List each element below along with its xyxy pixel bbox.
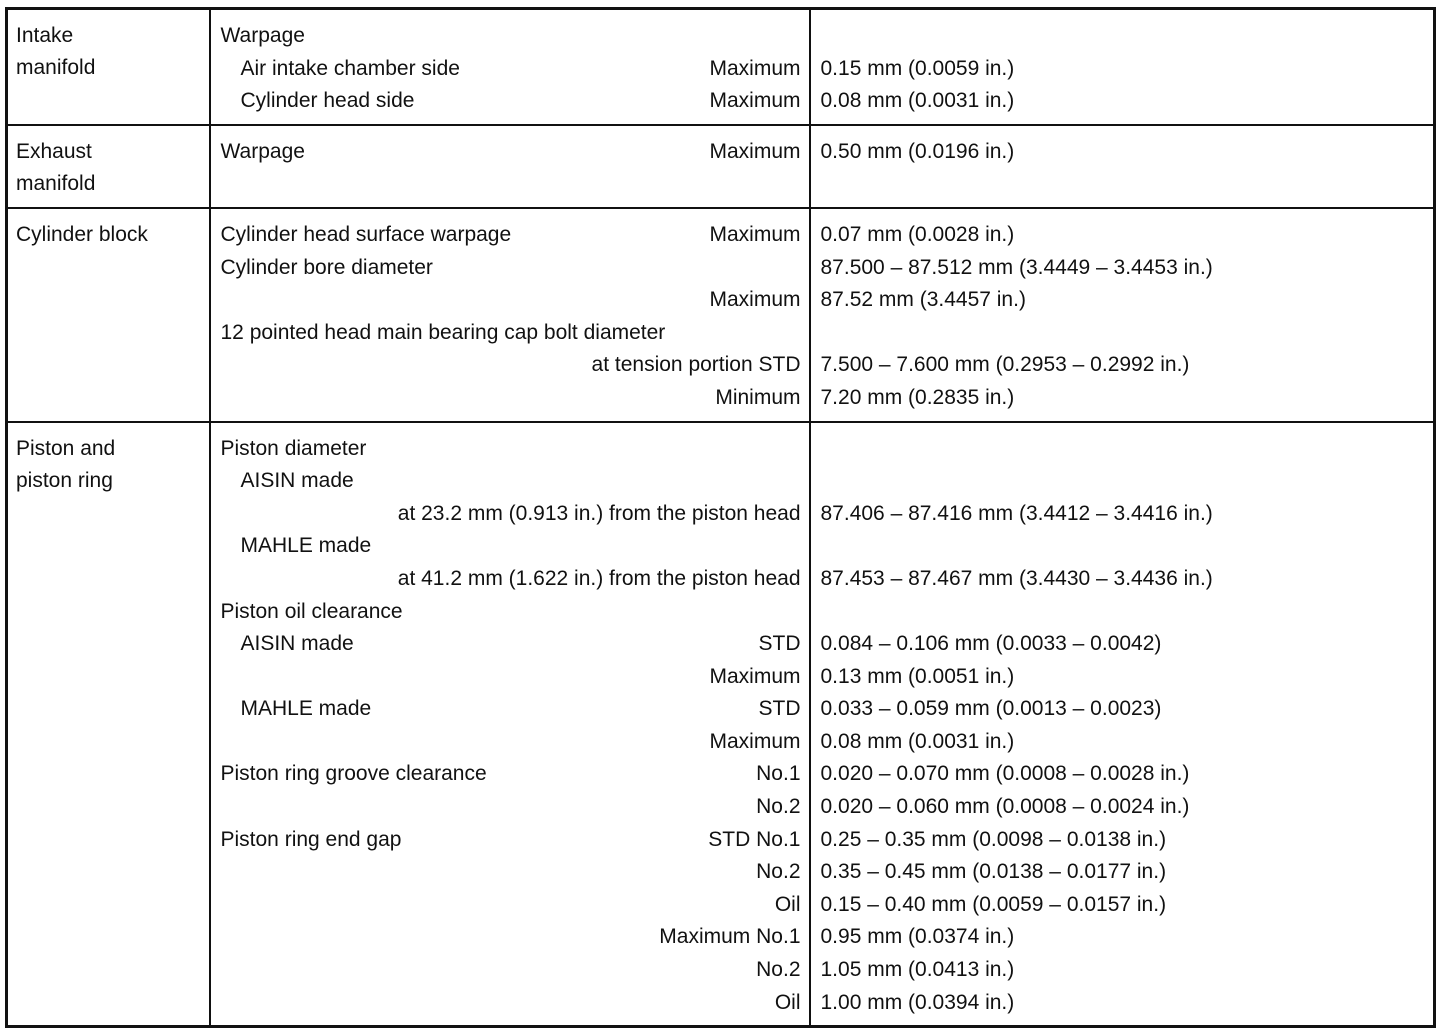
- component-cell: [7, 9, 210, 125]
- spec-label: MAHLE made: [240, 697, 372, 721]
- value-cell: [810, 208, 1435, 422]
- spec-qualifier: Maximum: [709, 89, 801, 113]
- spec-item-line: [219, 252, 801, 285]
- spec-value: [819, 596, 1426, 629]
- spec-item-line: [219, 987, 801, 1020]
- spec-label: Piston ring end gap: [220, 827, 402, 851]
- spec-value: 87.500 – 87.512 mm (3.4449 – 3.4453 in.): [820, 255, 1213, 279]
- spec-value: [819, 465, 1426, 498]
- spec-item-line: [219, 219, 801, 252]
- spec-qualifier: at 23.2 mm (0.913 in.) from the piston head: [397, 501, 801, 525]
- spec-item-line: [219, 349, 801, 382]
- component-name-line: Intake: [16, 24, 74, 47]
- spec-item-line: [219, 856, 801, 889]
- spec-item-line: [219, 693, 801, 726]
- spec-item-line: [219, 433, 801, 466]
- spec-item-line: [219, 628, 801, 661]
- spec-label: [219, 563, 221, 596]
- spec-label: Cylinder bore diameter: [220, 255, 433, 279]
- spec-value: [819, 433, 1426, 466]
- spec-qualifier: No.2: [756, 958, 801, 982]
- spec-item-line: [219, 563, 801, 596]
- spec-qualifier: Maximum: [709, 222, 801, 246]
- spec-item-line: [219, 954, 801, 987]
- spec-label: Piston oil clearance: [220, 599, 403, 623]
- spec-value: 87.453 – 87.467 mm (3.4430 – 3.4436 in.): [820, 566, 1213, 590]
- spec-value: 0.35 – 0.45 mm (0.0138 – 0.0177 in.): [820, 860, 1167, 884]
- spec-label: Piston ring groove clearance: [220, 762, 487, 786]
- spec-value: 0.084 – 0.106 mm (0.0033 – 0.0042): [820, 632, 1162, 656]
- spec-value: 0.25 – 0.35 mm (0.0098 – 0.0138 in.): [820, 827, 1167, 851]
- spec-qualifier: No.2: [756, 795, 801, 819]
- spec-item-line: [219, 168, 801, 201]
- component-name-line: Exhaust: [16, 139, 92, 163]
- item-cell: [210, 125, 810, 208]
- spec-item-line: [219, 921, 801, 954]
- spec-value: 0.95 mm (0.0374 in.): [820, 925, 1015, 949]
- spec-body: [7, 9, 1435, 1027]
- spec-value: [819, 317, 1426, 350]
- spec-label: AISIN made: [240, 469, 354, 493]
- spec-label: Air intake chamber side: [240, 56, 460, 80]
- spec-item-line: [219, 596, 801, 629]
- spec-item-line: [219, 136, 801, 169]
- section-row: [7, 125, 1435, 208]
- spec-value: 0.13 mm (0.0051 in.): [820, 664, 1015, 688]
- component-name-line: Cylinder block: [16, 222, 148, 246]
- spec-qualifier: STD No.1: [708, 827, 801, 851]
- spec-item-line: [219, 284, 801, 317]
- value-cell: [810, 9, 1435, 125]
- spec-label: [219, 889, 221, 922]
- spec-label: Cylinder head surface warpage: [220, 222, 512, 246]
- spec-qualifier: Oil: [774, 990, 801, 1014]
- value-cell: [810, 422, 1435, 1027]
- spec-qualifier: STD: [758, 632, 801, 656]
- spec-label: Cylinder head side: [240, 89, 415, 113]
- spec-item-line: [219, 382, 801, 415]
- spec-value: 0.08 mm (0.0031 in.): [820, 729, 1015, 753]
- spec-label: MAHLE made: [240, 534, 372, 558]
- spec-value: 7.20 mm (0.2835 in.): [820, 385, 1015, 409]
- component-name-line: manifold: [16, 171, 96, 195]
- spec-value: 87.406 – 87.416 mm (3.4412 – 3.4416 in.): [820, 501, 1213, 525]
- spec-value: 0.020 – 0.070 mm (0.0008 – 0.0028 in.): [820, 762, 1190, 786]
- spec-table: [5, 7, 1436, 1028]
- spec-label: [219, 284, 221, 317]
- spec-item-line: [219, 726, 801, 759]
- spec-value: 87.52 mm (3.4457 in.): [820, 288, 1026, 312]
- spec-item-line: [219, 889, 801, 922]
- component-name-line: piston ring: [16, 468, 113, 492]
- spec-qualifier: at tension portion STD: [591, 353, 801, 377]
- spec-qualifier: Oil: [774, 892, 801, 916]
- spec-qualifier: at 41.2 mm (1.622 in.) from the piston head: [397, 566, 801, 590]
- spec-qualifier: Maximum: [709, 288, 801, 312]
- spec-item-line: [219, 20, 801, 53]
- spec-label: [219, 921, 221, 954]
- spec-item-line: [219, 530, 801, 563]
- spec-value: 0.15 – 0.40 mm (0.0059 – 0.0157 in.): [820, 892, 1167, 916]
- spec-qualifier: Maximum: [709, 664, 801, 688]
- spec-label: [219, 661, 221, 694]
- spec-value: 0.033 – 0.059 mm (0.0013 – 0.0023): [820, 697, 1162, 721]
- component-cell: [7, 422, 210, 1027]
- spec-value: 1.00 mm (0.0394 in.): [820, 990, 1015, 1014]
- spec-label: [219, 349, 221, 382]
- section-row: [7, 208, 1435, 422]
- item-cell: [210, 208, 810, 422]
- spec-item-line: [219, 465, 801, 498]
- component-cell: [7, 208, 210, 422]
- spec-label: [219, 168, 221, 201]
- spec-item-line: [219, 758, 801, 791]
- spec-label: Warpage: [220, 24, 305, 47]
- spec-label: AISIN made: [240, 632, 354, 656]
- component-name-line: Piston and: [16, 436, 116, 460]
- spec-item-line: [219, 498, 801, 531]
- spec-item-line: [219, 53, 801, 86]
- spec-value: 7.500 – 7.600 mm (0.2953 – 0.2992 in.): [820, 353, 1190, 377]
- spec-value: 0.07 mm (0.0028 in.): [820, 222, 1015, 246]
- spec-item-line: [219, 661, 801, 694]
- section-row: [7, 9, 1435, 125]
- spec-value: [819, 20, 1426, 53]
- spec-value: [819, 168, 1426, 201]
- spec-value: 0.15 mm (0.0059 in.): [820, 56, 1015, 80]
- spec-qualifier: No.1: [756, 762, 801, 786]
- spec-value: 1.05 mm (0.0413 in.): [820, 958, 1015, 982]
- spec-qualifier: STD: [758, 697, 801, 721]
- spec-label: [219, 791, 221, 824]
- component-cell: [7, 125, 210, 208]
- spec-label: [219, 987, 221, 1020]
- spec-qualifier: Maximum: [709, 729, 801, 753]
- item-cell: [210, 9, 810, 125]
- spec-qualifier: Maximum: [709, 56, 801, 80]
- spec-item-line: [219, 791, 801, 824]
- spec-qualifier: No.2: [756, 860, 801, 884]
- spec-label: [219, 498, 221, 531]
- spec-label: Warpage: [220, 139, 305, 163]
- spec-label: 12 pointed head main bearing cap bolt diameter: [220, 320, 666, 344]
- spec-label: [219, 856, 221, 889]
- spec-label: [219, 382, 221, 415]
- section-row: [7, 422, 1435, 1027]
- spec-qualifier: Maximum: [709, 139, 801, 163]
- spec-value: 0.50 mm (0.0196 in.): [820, 139, 1015, 163]
- spec-item-line: [219, 85, 801, 118]
- spec-value: 0.08 mm (0.0031 in.): [820, 89, 1015, 113]
- spec-value: 0.020 – 0.060 mm (0.0008 – 0.0024 in.): [820, 795, 1190, 819]
- component-name-line: manifold: [16, 56, 96, 79]
- spec-label: [219, 726, 221, 759]
- spec-qualifier: Maximum No.1: [659, 925, 801, 949]
- spec-item-line: [219, 824, 801, 857]
- value-cell: [810, 125, 1435, 208]
- spec-label: [219, 954, 221, 987]
- spec-qualifier: Minimum: [715, 385, 801, 409]
- spec-value: [819, 530, 1426, 563]
- spec-item-line: [219, 317, 801, 350]
- item-cell: [210, 422, 810, 1027]
- spec-label: Piston diameter: [220, 436, 367, 460]
